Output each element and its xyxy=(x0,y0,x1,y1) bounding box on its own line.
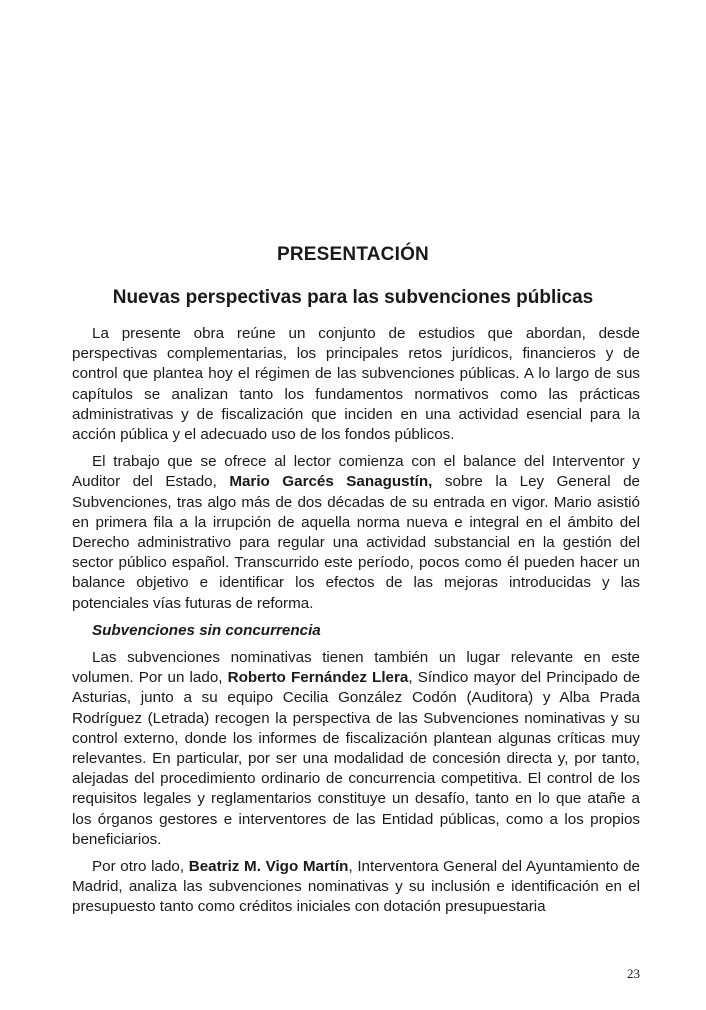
paragraph-text: Por otro lado, xyxy=(92,858,189,876)
paragraph-intro: La presente obra reúne un conjunto de estudios que abordan, desde perspectivas complementarias, los principales retos jurídicos, financieros y de control que plantea hoy el régimen de las subvenciones públicas. A lo largo de sus capítulos se analizan tanto los fundamentos normativos como las prácticas administrativas y de fiscalización que inciden en una actividad esencial para la acción pública y el adecuado uso de los fondos públicos. xyxy=(72,325,640,444)
paragraph-text: El trabajo que se ofrece al lector comienza con el balance del Interventor y Auditor del Estado, xyxy=(72,453,640,491)
author-name: Mario Garcés Sanagustín, xyxy=(229,473,433,491)
page-number: 23 xyxy=(627,966,640,981)
paragraph-text: , Interventora General del Ayuntamiento de Madrid, analiza las subvenciones nominativas y su inclusión e identificación en el presupuesto tanto como créditos iniciales con dotación presupuestaria xyxy=(72,858,640,916)
author-name: Beatriz M. Vigo Martín xyxy=(188,858,349,876)
page-title: PRESENTACIÓN xyxy=(277,244,429,265)
paragraph-balance xyxy=(72,452,640,614)
paragraph-nominativas xyxy=(72,648,640,850)
author-name: Roberto Fernández Llera xyxy=(227,669,409,687)
body-text xyxy=(72,324,640,918)
paragraph-text: Las subvenciones nominativas tienen también un lugar relevante en este volumen. Por un lado, xyxy=(72,649,640,687)
paragraph-text: sobre la Ley General de Subvenciones, tras algo más de dos décadas de su entrada en vigor. Mario asistió en primera fila a la irrupción de aquella norma nueva e integral en el ámbito del Derecho administrativo para regular una actividad substancial en la gestión del sector público español. Transcurrido este período, pocos como él pueden hacer un balance objetivo e identificar los efectos de las mejoras introducidas y las potenciales vías futuras de reforma. xyxy=(72,473,640,612)
section-heading: Subvenciones sin concurrencia xyxy=(92,621,321,639)
paragraph-madrid xyxy=(72,857,640,918)
page-subtitle: Nuevas perspectivas para las subvenciones públicas xyxy=(112,287,594,308)
paragraph-text: , Síndico mayor del Principado de Asturias, junto a su equipo Cecilia González Codón (Auditora) y Alba Prada Rodríguez (Letrada) recogen la perspectiva de las Subvenciones nominativas y su control externo, donde los informes de fiscalización plantean algunas críticas muy relevantes. En particular, por ser una modalidad de concesión directa y, por tanto, alejadas del procedimiento ordinario de concurrencia competitiva. El control de los requisitos legales y reglamentarios constituye un desafío, tanto en lo que atañe a los órganos gestores e interventores de las Entidad públicas, como a los propios beneficiarios. xyxy=(72,669,641,848)
